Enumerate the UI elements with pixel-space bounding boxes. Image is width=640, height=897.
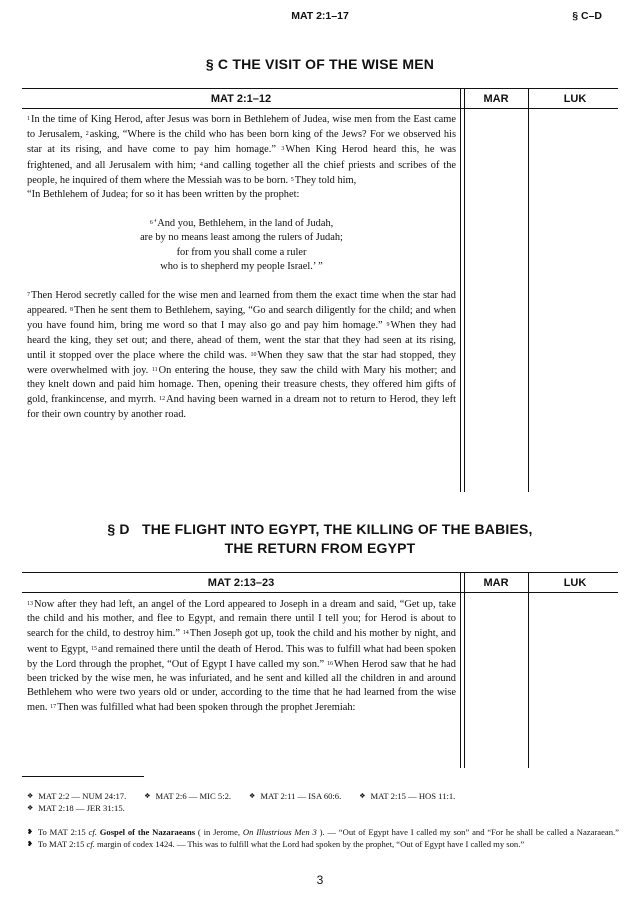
verse-number: 17 [50, 704, 57, 711]
verse-number: 3 [281, 146, 285, 153]
diamond-bullet-icon: ❖ [249, 792, 256, 800]
section-c-title: § C THE VISIT OF THE WISE MEN [205, 56, 435, 72]
footnote-ref-line-1 [27, 790, 623, 802]
section-d-col-mar: MAR [483, 577, 509, 589]
diamond-bullet-icon: ❖ [27, 792, 34, 800]
section-c-paragraph-1-last: “In Bethlehem of Judea; for so it has been written by the prophet: [27, 189, 300, 201]
section-d-divider-2 [464, 572, 465, 768]
verse-number: 1 [27, 116, 30, 122]
footnote-ref-line-2 [27, 802, 623, 814]
section-c-divider-2 [464, 88, 465, 492]
section-c-paragraph-2 [27, 288, 456, 422]
verse-number: 15 [91, 645, 98, 652]
verse-text: When King Herod heard this, he was frightened, and all Jerusalem with him; [27, 144, 456, 171]
section-c-col-luk: LUK [563, 93, 587, 105]
running-head-section: § C–D [572, 10, 602, 22]
verse-text: Then Herod secretly called for the wise men and learned from them the exact time when the star had appeared. [27, 290, 456, 317]
footnote-note: ❥ To MAT 2:15 cf. Gospel of the Nazaraeans ( in Jerome, On Illustrious Men 3 ). — “Out of Egypt have I called my son” and “For he shall be called a Nazaraean.” ❥ To MAT 2:15 cf. margin of codex 1424. — This was to fulfill what the Lord had spoken by the prophet, “Out of Egypt have I called my son.” [27, 827, 619, 849]
verse-number: 13 [27, 601, 33, 607]
section-c-col-mar: MAR [483, 93, 509, 105]
verse-text: When they had heard the king, they set out; and there, ahead of them, went the star that they had seen at its rising, until it stopped over the place where the child was. [27, 320, 456, 361]
verse-text: When they saw that the star had stopped, they were overwhelmed with joy. [27, 349, 457, 377]
verse-number: 5 [290, 176, 294, 183]
section-d-text [27, 597, 456, 716]
footnote-ref: ❖ MAT 2:18 — JER 31:15. [27, 803, 125, 813]
diamond-bullet-icon: ❖ [27, 804, 34, 812]
verse-number: 12 [159, 396, 166, 403]
verse-number: 4 [199, 161, 203, 168]
section-c-paragraph-1 [27, 112, 456, 188]
footnote-ref: ❖ MAT 2:11 — ISA 60:6. [249, 791, 342, 801]
verse-number: 8 [69, 307, 73, 314]
verse-number: 10 [250, 351, 257, 358]
diamond-bullet-icon: ❖ [144, 792, 151, 800]
running-head-reference: MAT 2:1–17 [291, 10, 349, 22]
verse-text: And having been warned in a dream not to return to Herod, they left for their own country by another road. [27, 394, 456, 420]
section-d-paragraph-1 [27, 597, 456, 716]
section-c-text [27, 112, 456, 422]
verse-text: Then was fulfilled what had been spoken through the prophet Jeremiah: [57, 702, 356, 714]
verse-number: 9 [386, 322, 390, 329]
verse-text: On entering the house, they saw the child with Mary his mother; and they knelt down and paid him homage. Then, opening their treasure chests, they offered him gifts of gold, frankincense, and myrrh. [27, 365, 456, 406]
section-c-divider-1 [460, 88, 461, 492]
verse-text: Then Joseph got up, took the child and his mother by night, and went to Egypt, [27, 628, 456, 655]
verse-text: Then he sent them to Bethlehem, saying, “Go and search diligently for the child; and when you have found him, bring me word so that I may also go and pay him homage.” [27, 305, 456, 332]
page-number: 3 [316, 873, 324, 887]
verse-text: When Herod saw that he had been tricked by the wise men, he was infuriated, and he sent and killed all the children in and around Bethlehem who were two years old or under, according to the time that he had learned from the wise men. [27, 658, 456, 714]
poem-line: who is to shepherd my people Israel.’ ” [160, 260, 323, 272]
footnote-ref: ❖ MAT 2:2 — NUM 24:17. [27, 791, 127, 801]
verse-text: In the time of King Herod, after Jesus was born in Bethlehem of Judea, wise men from the East came to Jerusalem, [27, 114, 456, 141]
footnote-references [27, 790, 623, 814]
section-d-title-line-2: THE RETURN FROM EGYPT [224, 540, 416, 556]
section-c-poem [27, 216, 456, 274]
footnote-ref: ❖ MAT 2:15 — HOS 11:1. [359, 791, 456, 801]
verse-number: 11 [151, 367, 158, 374]
verse-number: 14 [182, 630, 189, 637]
verse-text: Now after they had left, an angel of the Lord appeared to Joseph in a dream and said, “Get up, take the child and his mother, and flee to Egypt, and remain there until I tell you; for Herod is about to search for the child, to destroy him.” [27, 599, 456, 640]
footnote-marker-icon: ❥ [27, 840, 33, 848]
footnote-marker-icon: ❥ [27, 828, 33, 836]
verse-text: asking, “Where is the child who has been born king of the Jews? For we observed his star at its rising, and have come to pay him homage.” [27, 129, 456, 156]
verse-number: 7 [27, 292, 30, 299]
poem-line: 6‘And you, Bethlehem, in the land of Judah, [149, 218, 334, 230]
diamond-bullet-icon: ❖ [359, 792, 366, 800]
section-d-col-luk: LUK [563, 577, 587, 589]
verse-text: and remained there until the death of Herod. This was to fulfill what had been spoken by the Lord through the prophet, “Out of Egypt I have called my son.” [27, 643, 456, 670]
section-d-title-line-1: § D THE FLIGHT INTO EGYPT, THE KILLING OF THE BABIES, [107, 521, 533, 537]
section-d-col-mat: MAT 2:13–23 [207, 577, 275, 589]
section-d-divider-1 [460, 572, 461, 768]
verse-text: and calling together all the chief priests and scribes of the people, he inquired of them where the Messiah was to be born. [27, 159, 457, 186]
footnote-ref: ❖ MAT 2:6 — MIC 5:2. [144, 791, 232, 801]
section-c-col-mat: MAT 2:1–12 [210, 93, 272, 105]
poem-line: are by no means least among the rulers of Judah; [140, 232, 343, 244]
section-c-divider-3 [528, 88, 529, 492]
footnote-separator [22, 776, 144, 777]
verse-number: 6 [149, 220, 153, 227]
verse-text: They told him, [294, 174, 357, 186]
verse-number: 2 [85, 131, 89, 138]
section-d-divider-3 [528, 572, 529, 768]
verse-number: 16 [327, 660, 334, 667]
poem-line: for from you shall come a ruler [176, 246, 307, 258]
